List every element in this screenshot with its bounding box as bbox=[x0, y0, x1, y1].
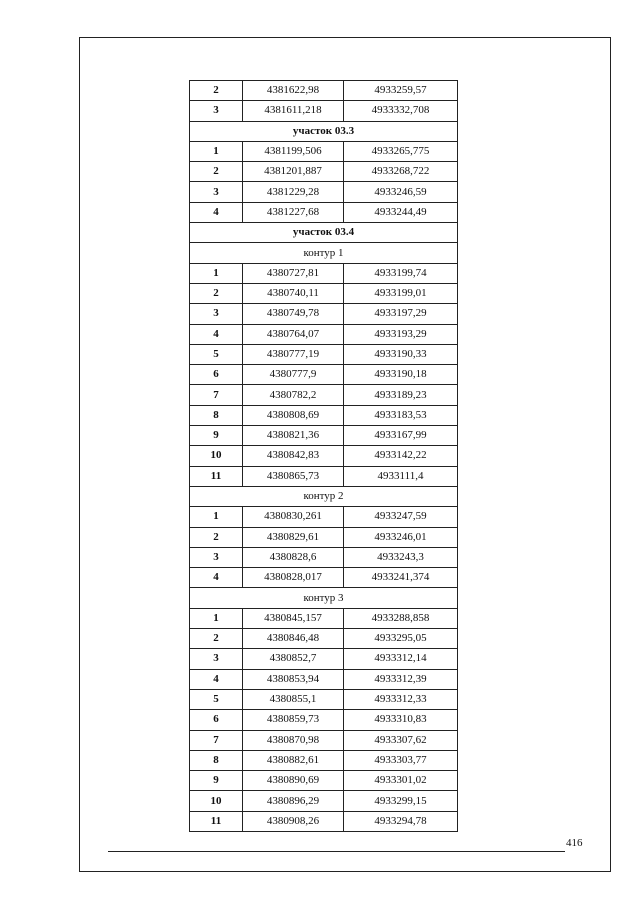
y-coordinate-cell: 4933197,29 bbox=[344, 304, 458, 324]
x-coordinate-cell: 4380853,94 bbox=[243, 669, 344, 689]
point-number-cell: 2 bbox=[190, 629, 243, 649]
y-coordinate-cell: 4933312,39 bbox=[344, 669, 458, 689]
point-number-cell: 1 bbox=[190, 263, 243, 283]
contour-title: контур 2 bbox=[190, 486, 458, 506]
y-coordinate-cell: 4933310,83 bbox=[344, 710, 458, 730]
point-number-cell: 2 bbox=[190, 81, 243, 101]
y-coordinate-cell: 4933199,01 bbox=[344, 283, 458, 303]
x-coordinate-cell: 4380782,2 bbox=[243, 385, 344, 405]
x-coordinate-cell: 4380808,69 bbox=[243, 405, 344, 425]
y-coordinate-cell: 4933111,4 bbox=[344, 466, 458, 486]
y-coordinate-cell: 4933244,49 bbox=[344, 202, 458, 222]
point-number-cell: 1 bbox=[190, 608, 243, 628]
point-number-cell: 9 bbox=[190, 426, 243, 446]
x-coordinate-cell: 4380842,83 bbox=[243, 446, 344, 466]
y-coordinate-cell: 4933247,59 bbox=[344, 507, 458, 527]
x-coordinate-cell: 4380845,157 bbox=[243, 608, 344, 628]
y-coordinate-cell: 4933332,708 bbox=[344, 101, 458, 121]
point-number-cell: 9 bbox=[190, 771, 243, 791]
table-row bbox=[190, 629, 458, 649]
x-coordinate-cell: 4380870,98 bbox=[243, 730, 344, 750]
table-row bbox=[190, 507, 458, 527]
y-coordinate-cell: 4933268,722 bbox=[344, 162, 458, 182]
table-row bbox=[190, 141, 458, 161]
x-coordinate-cell: 4380828,6 bbox=[243, 547, 344, 567]
x-coordinate-cell: 4380829,61 bbox=[243, 527, 344, 547]
x-coordinate-cell: 4380896,29 bbox=[243, 791, 344, 811]
x-coordinate-cell: 4380855,1 bbox=[243, 689, 344, 709]
point-number-cell: 8 bbox=[190, 750, 243, 770]
table-row bbox=[190, 426, 458, 446]
coordinates-table-body bbox=[190, 81, 458, 832]
point-number-cell: 3 bbox=[190, 547, 243, 567]
y-coordinate-cell: 4933199,74 bbox=[344, 263, 458, 283]
section-title: участок 03.3 bbox=[190, 121, 458, 141]
y-coordinate-cell: 4933295,05 bbox=[344, 629, 458, 649]
point-number-cell: 4 bbox=[190, 202, 243, 222]
y-coordinate-cell: 4933246,59 bbox=[344, 182, 458, 202]
y-coordinate-cell: 4933301,02 bbox=[344, 771, 458, 791]
x-coordinate-cell: 4381229,28 bbox=[243, 182, 344, 202]
x-coordinate-cell: 4381199,506 bbox=[243, 141, 344, 161]
y-coordinate-cell: 4933299,15 bbox=[344, 791, 458, 811]
x-coordinate-cell: 4381201,887 bbox=[243, 162, 344, 182]
point-number-cell: 7 bbox=[190, 385, 243, 405]
y-coordinate-cell: 4933167,99 bbox=[344, 426, 458, 446]
table-row bbox=[190, 101, 458, 121]
table-row bbox=[190, 344, 458, 364]
x-coordinate-cell: 4380882,61 bbox=[243, 750, 344, 770]
contour-header-row bbox=[190, 588, 458, 608]
y-coordinate-cell: 4933288,858 bbox=[344, 608, 458, 628]
point-number-cell: 11 bbox=[190, 466, 243, 486]
section-header-row bbox=[190, 121, 458, 141]
y-coordinate-cell: 4933303,77 bbox=[344, 750, 458, 770]
table-row bbox=[190, 283, 458, 303]
table-row bbox=[190, 202, 458, 222]
y-coordinate-cell: 4933193,29 bbox=[344, 324, 458, 344]
table-row bbox=[190, 527, 458, 547]
y-coordinate-cell: 4933259,57 bbox=[344, 81, 458, 101]
table-row bbox=[190, 446, 458, 466]
table-row bbox=[190, 81, 458, 101]
point-number-cell: 5 bbox=[190, 344, 243, 364]
table-row bbox=[190, 608, 458, 628]
x-coordinate-cell: 4380859,73 bbox=[243, 710, 344, 730]
contour-header-row bbox=[190, 486, 458, 506]
table-row bbox=[190, 568, 458, 588]
point-number-cell: 4 bbox=[190, 324, 243, 344]
point-number-cell: 4 bbox=[190, 568, 243, 588]
y-coordinate-cell: 4933294,78 bbox=[344, 811, 458, 831]
section-header-row bbox=[190, 223, 458, 243]
point-number-cell: 11 bbox=[190, 811, 243, 831]
table-row bbox=[190, 182, 458, 202]
y-coordinate-cell: 4933312,33 bbox=[344, 689, 458, 709]
point-number-cell: 3 bbox=[190, 101, 243, 121]
table-row bbox=[190, 689, 458, 709]
x-coordinate-cell: 4380764,07 bbox=[243, 324, 344, 344]
x-coordinate-cell: 4380777,9 bbox=[243, 365, 344, 385]
y-coordinate-cell: 4933241,374 bbox=[344, 568, 458, 588]
x-coordinate-cell: 4380865,73 bbox=[243, 466, 344, 486]
table-row bbox=[190, 263, 458, 283]
x-coordinate-cell: 4380777,19 bbox=[243, 344, 344, 364]
point-number-cell: 6 bbox=[190, 710, 243, 730]
point-number-cell: 8 bbox=[190, 405, 243, 425]
table-row bbox=[190, 162, 458, 182]
y-coordinate-cell: 4933243,3 bbox=[344, 547, 458, 567]
x-coordinate-cell: 4380821,36 bbox=[243, 426, 344, 446]
contour-title: контур 3 bbox=[190, 588, 458, 608]
table-row bbox=[190, 304, 458, 324]
x-coordinate-cell: 4381611,218 bbox=[243, 101, 344, 121]
y-coordinate-cell: 4933142,22 bbox=[344, 446, 458, 466]
x-coordinate-cell: 4380727,81 bbox=[243, 263, 344, 283]
table-row bbox=[190, 750, 458, 770]
table-row bbox=[190, 771, 458, 791]
point-number-cell: 5 bbox=[190, 689, 243, 709]
point-number-cell: 3 bbox=[190, 182, 243, 202]
y-coordinate-cell: 4933312,14 bbox=[344, 649, 458, 669]
point-number-cell: 2 bbox=[190, 283, 243, 303]
y-coordinate-cell: 4933190,18 bbox=[344, 365, 458, 385]
table-row bbox=[190, 791, 458, 811]
point-number-cell: 6 bbox=[190, 365, 243, 385]
table-row bbox=[190, 405, 458, 425]
y-coordinate-cell: 4933183,53 bbox=[344, 405, 458, 425]
x-coordinate-cell: 4380828,017 bbox=[243, 568, 344, 588]
table-row bbox=[190, 547, 458, 567]
point-number-cell: 1 bbox=[190, 507, 243, 527]
x-coordinate-cell: 4380852,7 bbox=[243, 649, 344, 669]
y-coordinate-cell: 4933190,33 bbox=[344, 344, 458, 364]
table-row bbox=[190, 649, 458, 669]
point-number-cell: 1 bbox=[190, 141, 243, 161]
contour-header-row bbox=[190, 243, 458, 263]
point-number-cell: 2 bbox=[190, 527, 243, 547]
x-coordinate-cell: 4380908,26 bbox=[243, 811, 344, 831]
y-coordinate-cell: 4933265,775 bbox=[344, 141, 458, 161]
point-number-cell: 7 bbox=[190, 730, 243, 750]
point-number-cell: 2 bbox=[190, 162, 243, 182]
table-row bbox=[190, 730, 458, 750]
table-row bbox=[190, 365, 458, 385]
point-number-cell: 10 bbox=[190, 446, 243, 466]
x-coordinate-cell: 4380749,78 bbox=[243, 304, 344, 324]
point-number-cell: 3 bbox=[190, 304, 243, 324]
y-coordinate-cell: 4933246,01 bbox=[344, 527, 458, 547]
point-number-cell: 4 bbox=[190, 669, 243, 689]
contour-title: контур 1 bbox=[190, 243, 458, 263]
section-title: участок 03.4 bbox=[190, 223, 458, 243]
x-coordinate-cell: 4380846,48 bbox=[243, 629, 344, 649]
table-row bbox=[190, 710, 458, 730]
footer-rule bbox=[108, 851, 565, 852]
point-number-cell: 10 bbox=[190, 791, 243, 811]
y-coordinate-cell: 4933189,23 bbox=[344, 385, 458, 405]
x-coordinate-cell: 4380890,69 bbox=[243, 771, 344, 791]
x-coordinate-cell: 4380740,11 bbox=[243, 283, 344, 303]
y-coordinate-cell: 4933307,62 bbox=[344, 730, 458, 750]
table-row bbox=[190, 811, 458, 831]
table-row bbox=[190, 324, 458, 344]
point-number-cell: 3 bbox=[190, 649, 243, 669]
table-row bbox=[190, 466, 458, 486]
x-coordinate-cell: 4381622,98 bbox=[243, 81, 344, 101]
table-row bbox=[190, 669, 458, 689]
x-coordinate-cell: 4381227,68 bbox=[243, 202, 344, 222]
x-coordinate-cell: 4380830,261 bbox=[243, 507, 344, 527]
coordinates-table bbox=[189, 80, 458, 832]
table-row bbox=[190, 385, 458, 405]
page-number: 416 bbox=[566, 837, 583, 849]
